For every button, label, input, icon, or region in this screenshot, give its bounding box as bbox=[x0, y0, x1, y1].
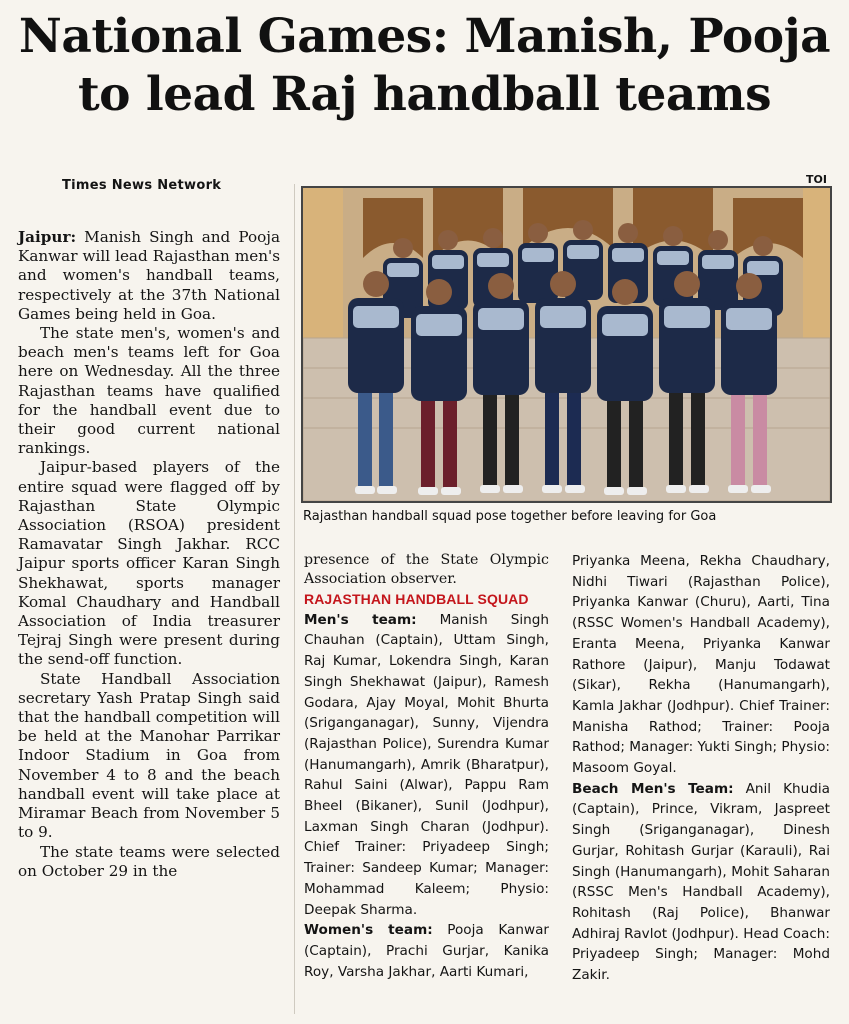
headline-line-2: to lead Raj handball teams bbox=[77, 67, 772, 122]
headline-line-1: National Games: Manish, Pooja bbox=[18, 9, 831, 64]
photo-caption: Rajasthan handball squad pose together before leaving for Goa bbox=[303, 509, 717, 524]
beach-team-list bbox=[572, 779, 830, 986]
mens-team-label: Men's team: bbox=[304, 611, 417, 628]
dateline: Jaipur: bbox=[18, 228, 77, 246]
byline: Times News Network bbox=[62, 178, 222, 193]
article-paragraph-1 bbox=[18, 228, 280, 324]
womens-team-list bbox=[304, 920, 549, 982]
beach-team-label: Beach Men's Team: bbox=[572, 780, 734, 797]
womens-team-text-b: Priyanka Meena, Rekha Chaudhary, Nidhi Tiwari (Rajasthan Police), Priyanka Kanwar (Churu), Aarti, Tina (RSSC Women's Handball Academy), Eranta Meena, Priyanka Kanwar Rathore (Jaipur), Manju Todawat (Sikar), Rekha (Hanumangarh), Kamla Jakhar (Jodhpur). Chief Trainer: Manisha Rathod; Trainer: Pooja Rathod; Manager: Yukti Singh; Physio: Masoom Goyal. bbox=[572, 553, 830, 777]
article-paragraph-5-continued: presence of the State Olympic Association observer. bbox=[304, 552, 549, 587]
article-column-1 bbox=[18, 228, 280, 881]
article-paragraph-4: State Handball Association secretary Yash Pratap Singh said that the handball competition will be held at the Manohar Parrikar Indoor Stadium in Goa from November 4 to 8 and the beach handball event will take place at Miramar Beach from November 5 to 9. bbox=[18, 669, 280, 842]
paragraph-1-text: Manish Singh and Pooja Kanwar will lead Rajasthan men's and women's handball teams, respectively at the 37th National Games being held in Goa. bbox=[18, 228, 281, 323]
article-column-3 bbox=[572, 551, 830, 986]
squad-heading: RAJASTHAN HANDBALL SQUAD bbox=[304, 591, 529, 607]
article-column-2 bbox=[304, 551, 549, 982]
womens-team-text-a: Pooja Kanwar (Captain), Prachi Gurjar, Kanika Roy, Varsha Jakhar, Aarti Kumari, bbox=[304, 922, 549, 980]
mens-team-text: Manish Singh Chauhan (Captain), Uttam Singh, Raj Kumar, Lokendra Singh, Karan Singh Shekhawat (Jaipur), Ramesh Godara, Ajay Moyal, Mohit Bhurta (Sriganganagar), Sunny, Vijendra (Rajasthan Police), Surendra Kumar (Hanumangarh), Amrik (Bharatpur), Rahul Saini (Alwar), Pappu Ram Bheel (Bikaner), Sunil (Jodhpur), Laxman Singh Charan (Jodhpur). Chief Trainer: Priyadeep Singh; Trainer: Sandeep Kumar; Manager: Mohammad Kaleem; Physio: Deepak Sharma. bbox=[304, 611, 549, 918]
beach-team-text: Anil Khudia (Captain), Prince, Vikram, Jaspreet Singh (Sriganganagar), Dinesh Gurjar, Rohitash Gurjar (Karauli), Rai Singh (Hanumangarh), Mohit Saharan (RSSC Men's Handball Academy), Rohitash (Raj Police), Bhanwar Adhiraj Ravlot (Jodhpur). Head Coach: Priyadeep Singh; Manager: Mohd Zakir. bbox=[572, 780, 831, 984]
team-photo bbox=[301, 186, 832, 503]
womens-team-label: Women's team: bbox=[304, 922, 433, 939]
headline bbox=[10, 8, 839, 124]
column-divider bbox=[294, 184, 295, 1014]
mens-team-list bbox=[304, 610, 549, 921]
team-photo-illustration bbox=[303, 188, 830, 501]
photo-credit: TOI bbox=[806, 173, 827, 186]
article-paragraph-2: The state men's, women's and beach men's teams left for Goa here on Wednesday. All the three Rajasthan teams have qualified for the handball event due to their good current national rankings. bbox=[18, 324, 280, 458]
article-paragraph-5: The state teams were selected on October 29 in the bbox=[18, 842, 280, 880]
article-paragraph-3: Jaipur-based players of the entire squad were flagged off by Rajasthan State Olympic Association (RSOA) president Ramavatar Singh Jakhar. RCC Jaipur sports officer Karan Singh Shekhawat, sports manager Komal Chaudhary and Handball Association of India treasurer Tejraj Singh were present during the send-off function. bbox=[18, 458, 280, 669]
